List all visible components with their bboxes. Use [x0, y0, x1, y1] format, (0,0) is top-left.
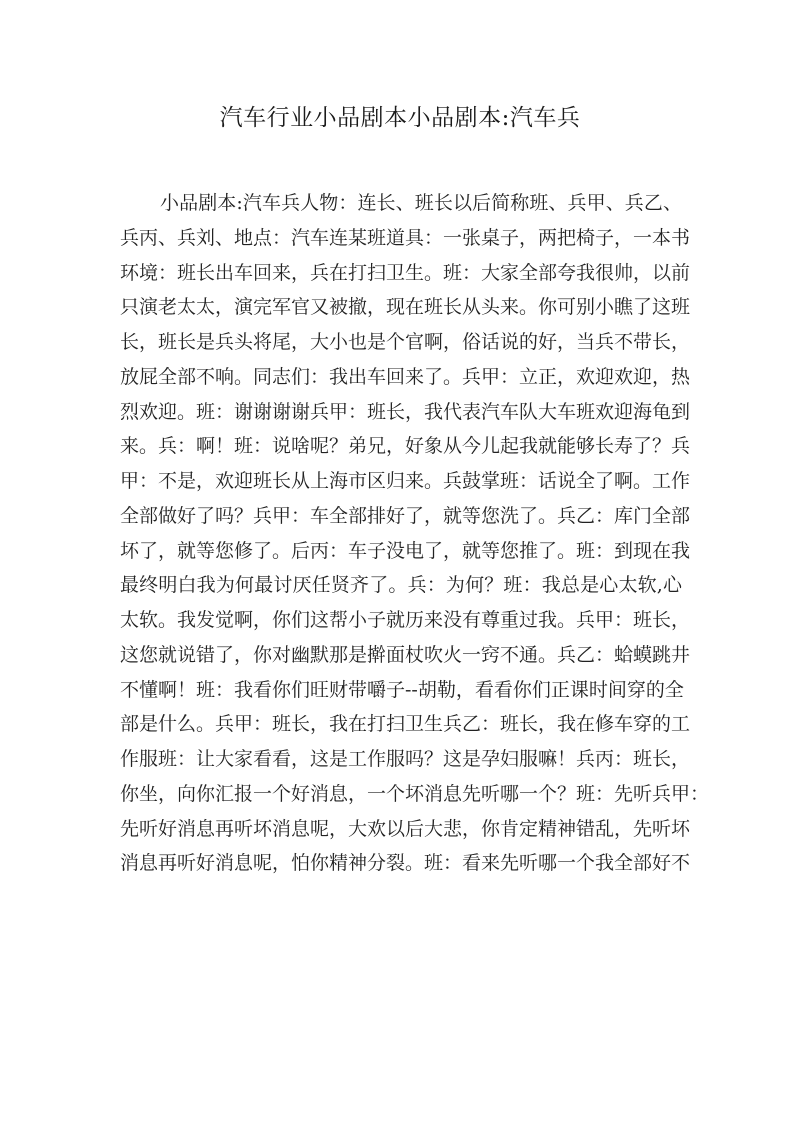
body-line: 放屁全部不响。同志们：我出车回来了。兵甲：立正，欢迎欢迎，热 — [120, 365, 691, 388]
document-body — [120, 186, 710, 881]
body-line: 部是什么。兵甲：班长，我在打扫卫生兵乙：班长，我在修车穿的工 — [120, 713, 691, 736]
body-line: 消息再听好消息呢，怕你精神分裂。班：看来先听哪一个我全部好不 — [120, 852, 691, 875]
body-line: 这您就说错了，你对幽默那是擀面杖吹火一窍不通。兵乙：蛤蟆跳井 — [120, 643, 691, 666]
body-line: 来。兵：啊！班：说啥呢？弟兄，好象从今儿起我就能够长寿了？兵 — [120, 435, 691, 458]
document-title: 汽车行业小品剧本小品剧本:汽车兵 — [219, 105, 581, 131]
body-line: 坏了，就等您修了。后丙：车子没电了，就等您推了。班：到现在我 — [120, 539, 691, 562]
body-line: 太软。我发觉啊，你们这帮小子就历来没有尊重过我。兵甲：班长， — [120, 609, 691, 631]
body-line: 只演老太太，演完军官又被撤，现在班长从头来。你可别小瞧了这班 — [120, 296, 691, 319]
body-line: 环境：班长出车回来，兵在打扫卫生。班：大家全部夸我很帅，以前 — [120, 261, 691, 284]
body-line: 长，班长是兵头将尾，大小也是个官啊，俗话说的好，当兵不带长， — [120, 331, 691, 353]
body-line: 烈欢迎。班：谢谢谢谢兵甲：班长，我代表汽车队大车班欢迎海龟到 — [120, 400, 691, 423]
body-line: 全部做好了吗？兵甲：车全部排好了，就等您洗了。兵乙：库门全部 — [120, 504, 691, 527]
body-line: 作服班：让大家看看，这是工作服吗？这是孕妇服嘛！兵丙：班长， — [120, 748, 691, 770]
body-line: 最终明白我为何最讨厌任贤齐了。兵：为何？班：我总是心太软,心 — [120, 574, 682, 597]
body-line: 不懂啊！班：我看你们旺财带嚼子--胡勒，看看你们正课时间穿的全 — [120, 678, 684, 701]
body-line: 小品剧本:汽车兵人物：连长、班长以后简称班、兵甲、兵乙、 — [160, 192, 682, 214]
body-line: 先听好消息再听坏消息呢，大欢以后大悲，你肯定精神错乱，先听坏 — [120, 817, 691, 840]
body-line: 兵丙、兵刘、地点：汽车连某班道具：一张桌子，两把椅子，一本书 — [120, 226, 691, 249]
body-line: 你坐，向你汇报一个好消息，一个坏消息先听哪一个？班：先听兵甲： — [120, 782, 710, 805]
body-line: 甲：不是，欢迎班长从上海市区归来。兵鼓掌班：话说全了啊。工作 — [120, 470, 691, 492]
